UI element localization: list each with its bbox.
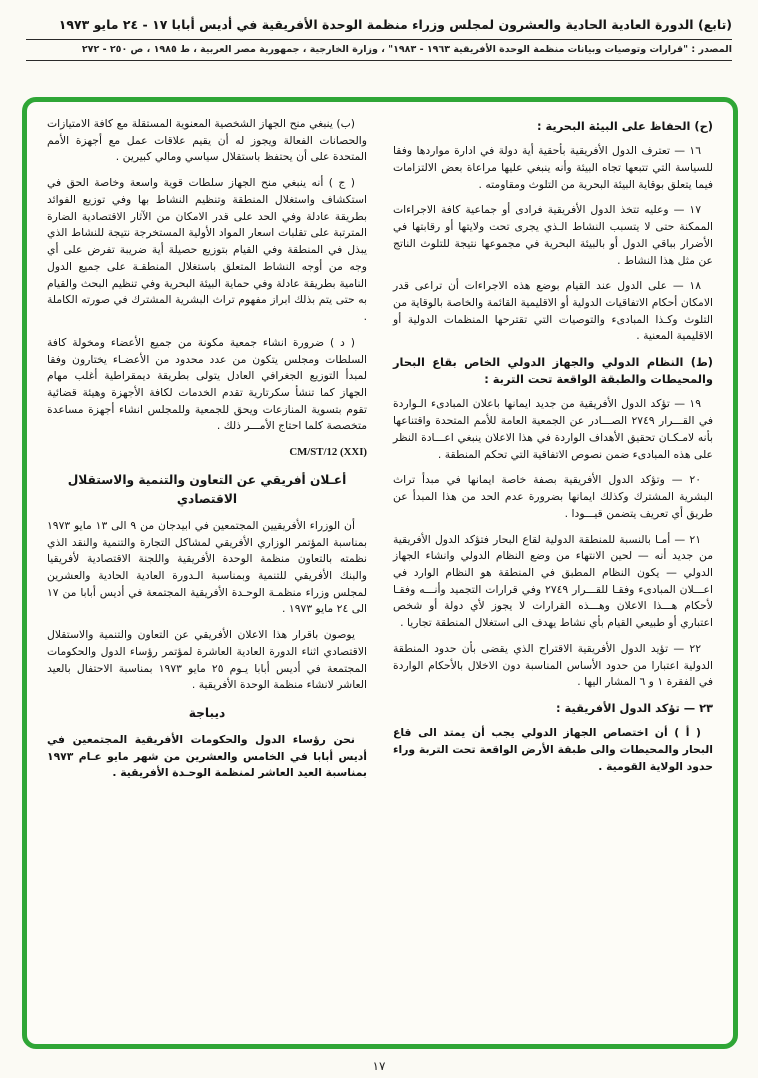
paragraph-23a: ( أ ) أن اختصاص الجهاز الدولي يجب أن يمتد الى قاع البحار والمحيطات والى طبقة الأرض الواقعة تحت التربة وراء حدود الولاية القومية . [393, 726, 713, 773]
paragraph-c: ( ج ) أنه ينبغي منح الجهاز سلطات قوية واسعة وخاصة الحق في استكشاف واستغلال المنطقة وتنظيم النشاط بها وفي توزيع الفوائد بطريقة عادلة وفي الحد على قدر الامكان من الآثار الاقتصادية الضارة المترتبة على تقلبات اسعار المواد الأولية المستخرجة نتيجة للنشاط الذي يبذل في المنطقة وفي القيام بتوزيع حصيلة أية ضريبة تفرض على أي وجه من أوجه النشاط المتعلق باستغلال المنطقـة على جميع الدول النامية بطريقة عادلة وفي حماية البيئة البحرية وفي تنظيم البحث والقيام به حتى يتم بذلك ابراز مفهوم تراث البشرية المشترك في صورته الكاملة . [47, 176, 367, 324]
paragraph-intro-ministers: أن الوزراء الأفريقيين المجتمعين في ابيدجان من ٩ الى ١٣ مايو ١٩٧٣ بمناسبة المؤتمر الوزاري الأفريقي لمشاكل التجارة والتنمية والنقد الذي نظمته بالتعاون منظمة الوحدة الأفريقية واللجنة الاقتصادية لأفريقيا والبنك الأفريقي للتنمية وبمناسبة الـدورة العادية الحادية والعشرين لمجلس وزراء منظمـة الوحـدة الأفريقية المجتمعة في أديس أبابا من ١٧ الى ٢٤ مايو ١٩٧٣ . [47, 518, 367, 616]
declaration-heading: أعـلان أفريقي عن التعاون والتنمية والاستقلال الاقتصادي [67, 472, 347, 506]
section-heading-seabed-regime: (ط) النظام الدولي والجهاز الدولي الخاص بقاع البحار والمحيطات والطبقة الواقعة تحت التربة : [393, 355, 713, 387]
header-divider-bottom [26, 60, 732, 61]
paragraph-16: ١٦ — تعترف الدول الأفريقية بأحقية أية دولة في ادارة مواردها وفقا للسياسة التي تتبعها تجاه البيئة وأنه ينبغي عليها مراعاة بعض الالتزامات فيما يتعلق بوقاية البيئة البحرية من التلوث ومقاومته . [393, 144, 713, 191]
green-content-frame [22, 97, 738, 1049]
page-number: ١٧ [372, 1059, 386, 1073]
two-column-layout [47, 116, 713, 1036]
section-heading-marine-environment: (ح) الحفاظ على البيئة البحرية : [536, 119, 713, 133]
paragraph-19: ١٩ — تؤكد الدول الأفريقية من جديد ايمانها باعلان المبادىء الـواردة في القـــرار ٢٧٤٩ الصـــادر عن الجمعية العامة للأمم المتحدة واقتناعها بأنه لامـكـان تحقيق الأهداف الواردة في هذا الاعلان ينبغي اعـــادة النظر على هذه المبادىء ضمن نصوص الاتفاقية التي تحكم المنطقة . [393, 397, 713, 461]
paragraph-18: ١٨ — على الدول عند القيام بوضع هذه الاجراءات أن تراعى قدر الامكان أحكام الاتفاقيات الدولية أو الاقليمية القائمة والخاصة بالوقاية من التلوث وكـذا المبادىء والتوصيات التي تقترحها المنظمات الدولية أو الاقليمية المعنية . [393, 279, 713, 343]
paragraph-b: (ب) ينبغي منح الجهاز الشخصية المعنوية المستقلة مع كافة الامتيازات والحصانات الفعالة ويجوز له أن يقيم علاقات عمل مع أجهزة الأمم المتحدة على أن يحتفظ باستقلال سياسي ومالي كبيرين . [47, 117, 367, 164]
paragraph-17: ١٧ — وعليه تتخذ الدول الأفريقية فرادى أو جماعية كافة الاجراءات الممكنة حتى لا يتسبب النشاط الـذي يجرى تحت ولايتها أو رقابتها في الأضرار بباقي الدول أو بالبيئة البحرية في مجموعها نتيجة للتلوث الناتج عن مثل هذا النشاط . [393, 203, 713, 267]
right-column [393, 116, 713, 1036]
document-title: (تابع) الدورة العادية الحادية والعشرون لمجلس وزراء منظمة الوحدة الأفريقية في أديس أبابا ١٧ - ٢٤ مايو ١٩٧٣ [58, 17, 732, 32]
paragraph-21: ٢١ — أمـا بالنسبة للمنطقة الدولية لقاع البحار فتؤكد الدول الأفريقية من جديد أنه — لحين الانتهاء من وضع النظام الدولي وانشاء الجهاز الدولي — يكون النظام المطبق في المنطقة هو النظام الوارد في اعـــلان المبادىء وفقـا للقـــرار ٢٧٤٩ وفي قرارات التجميد وأنـــه وفقـا لأحكام هـــذا الاعلان وهـــذه القرارات لا يجوز لأي دولة أو شخص اعتباري أو طبيعي القيام بأي نشاط يهدف الى استغلال المنطقة تجاريا . [393, 532, 713, 630]
page-footer [0, 1055, 758, 1074]
document-source: المصدر : "قرارات وتوصيات وبيانات منظمة الوحدة الأفريقية ١٩٦٣ - ١٩٨٣" ، وزارة الخارجية ، جمهورية مصر العربية ، ط ١٩٨٥ ، ص ٢٥٠ - ٢٧٢ [81, 43, 732, 55]
header-divider-top [26, 39, 732, 40]
left-column [47, 116, 367, 1036]
paragraph-d: ( د ) ضرورة انشاء جمعية مكونة من جميع الأعضاء ومخولة كافة السلطات ومجلس يتكون من عدد محدود من الأعضـاء يختارون وفقا لمبدأ التوزيع الجغرافي العادل يتولى بطريقة ديمقراطية أغلب مهام الجهاز كما تنشأ سكرتارية تقدم الخدمات لكافة الأجهزة وهيئة قضائية تقوم بتسوية المنازعات ويحق للجمعية وللمجلس انشاء أجهزة مساعدة متخصصة كلما احتاج الأمـــر ذلك . [47, 335, 367, 433]
paragraph-recommendation: يوصون باقرار هذا الاعلان الأفريقي عن التعاون والتنمية والاستقلال الاقتصادي اثناء الدورة العادية العاشرة لمؤتمر رؤساء الدول والحكومات المجتمعة في أديس أبابا يـوم ٢٥ مايو ١٩٧٣ بمناسبة الاحتفال بالعيد العاشر لانشاء منظمة الوحدة الأفريقية . [47, 628, 367, 692]
document-header [0, 0, 758, 61]
paragraph-we-heads-of-state: نحن رؤساء الدول والحكومات الأفريقية المجتمعين في أديس أبابا في الخامس والعشرين من شهر مايو عـام ١٩٧٣ بمناسبة العيد العاشر لمنظمة الوحـدة الأفريقية . [47, 733, 367, 780]
paragraph-22: ٢٢ — تؤيد الدول الأفريقية الاقتراح الذي يقضى بأن حدود المنطقة الدولية اعتبارا من حدود الأساس المناسبة دون الاخلال بالأحكام الواردة في الفقرة ١ و ٦ المشار اليها . [393, 641, 713, 689]
paragraph-20: ٢٠ — وتؤكد الدول الأفريقية بصفة خاصة ايمانها في مبدأ تراث البشرية المشترك وكذلك ايمانها بضرورة عدم الحد من هذا المبدأ عن طريق أي تعريف يتضمن قيـــودا . [393, 473, 713, 520]
preamble-heading: ديباجة [188, 706, 226, 721]
document-reference-code: CM/ST/12 (XXI) [289, 446, 367, 459]
section-heading-23: ٢٣ — تؤكد الدول الأفريقية : [556, 701, 713, 716]
